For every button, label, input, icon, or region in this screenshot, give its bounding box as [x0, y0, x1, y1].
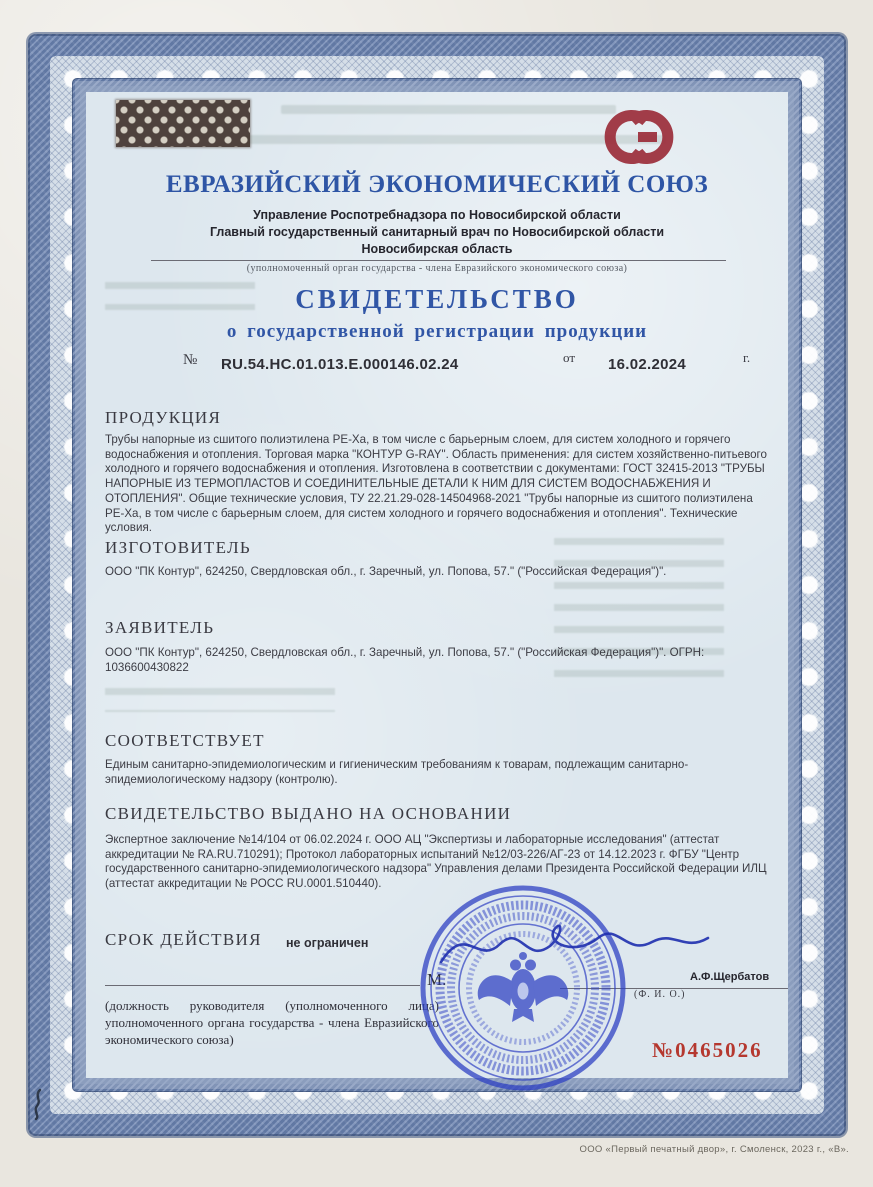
year-label: г.: [743, 350, 751, 365]
section-manufacturer-text: ООО "ПК Контур", 624250, Свердловская обл., г. Заречный, ул. Попова, 57." ("Российская Федерация")".: [105, 565, 667, 578]
section-conformity-text: Единым санитарно-эпидемиологическим и гигиеническим требованиям к товарам, подлежащим санитарно-эпидемиологическому надзору (контролю).: [105, 758, 689, 786]
certificate-number: RU.54.HC.01.013.E.000146.02.24: [221, 356, 459, 373]
number-label: №: [183, 352, 198, 368]
blank-serial-number: №0465026: [652, 1038, 763, 1062]
printer-footer: ООО «Первый печатный двор», г. Смоленск, 2023 г., «В».: [579, 1144, 849, 1155]
section-manufacturer-heading: ИЗГОТОВИТЕЛЬ: [105, 538, 251, 557]
section-applicant-heading: ЗАЯВИТЕЛЬ: [105, 618, 215, 637]
certificate-date: 16.02.2024: [608, 356, 687, 373]
authority-note: (уполномоченный орган государства - члена Евразийского экономического союза): [246, 263, 628, 274]
authority-line-3: Новосибирская область: [361, 242, 513, 256]
certificate-sheet: [86, 92, 788, 1078]
section-applicant-text: ООО "ПК Контур", 624250, Свердловская обл., г. Заречный, ул. Попова, 57." ("Российская Федерация")". ОГРН: 1036600430822: [105, 646, 705, 674]
union-title: ЕВРАЗИЙСКИЙ ЭКОНОМИЧЕСКИЙ СОЮЗ: [165, 171, 709, 198]
authority-underline: [151, 260, 726, 261]
guilloche-frame: [28, 34, 846, 1136]
signatory-name: А.Ф.Щербатов: [690, 971, 770, 983]
section-basis-heading: СВИДЕТЕЛЬСТВО ВЫДАНО НА ОСНОВАНИИ: [105, 804, 512, 823]
certificate-subtitle: о государственной регистрации продукции: [226, 321, 648, 342]
certificate-title: СВИДЕТЕЛЬСТВО: [295, 284, 579, 314]
section-conformity-heading: СООТВЕТСТВУЕТ: [105, 731, 265, 750]
handwritten-signature: [426, 904, 726, 984]
section-product-heading: ПРОДУКЦИЯ: [105, 408, 222, 427]
section-product-text: Трубы напорные из сшитого полиэтилена PE-Xa, в том числе с барьерным слоем, для систем холодного и горячего водоснабжения и отопления. Торговая марка "КОНТУР G-RAY". Область применения: для систем хозяйственно-питьевого холодного и горячего водоснабжения и отопления. Изготовлена в соответствии с документами: ГОСТ 32415-2013 "ТРУБЫ НАПОРНЫЕ ИЗ ТЕРМОПЛАСТОВ И СОЕДИНИТЕЛЬНЫЕ ДЕТАЛИ К НИМ ДЛЯ СИСТЕМ ВОДОСНАБЖЕНИЯ И ОТОПЛЕНИЯ". Общие технические условия, ТУ 22.21.29-028-14504968-2021 "Трубы напорные из сшитого полиэтилена PE-Xa, в том числе с барьерным слоем, для систем холодного и горячего водоснабжения и отопления". Технические условия.: [105, 433, 767, 535]
ink-mark: [28, 1086, 50, 1122]
fio-note: (Ф. И. О.): [634, 989, 686, 1000]
signature-line-left: [105, 985, 420, 986]
se-logo-icon: [591, 106, 685, 168]
date-label: от: [563, 350, 576, 365]
section-validity-heading: СРОК ДЕЙСТВИЯ: [105, 930, 262, 949]
authority-line-1: Управление Роспотребнадзора по Новосибирской области: [253, 208, 621, 222]
section-basis-text: Экспертное заключение №14/104 от 06.02.2024 г. ООО АЦ "Экспертизы и лабораторные исследования" (аттестат аккредитации № RA.RU.710291); Протокол лабораторных испытаний №12/03-226/АГ-23 от 14.12.2023 г. ФГБУ "Центр государственного санитарно-эпидемиологического надзора" Управления делами Президента Российской Федерации ИЛЦ (аттестат аккредитации № РОСС RU.0001.510440).: [105, 833, 767, 891]
bleed-through-text: [281, 105, 616, 114]
validity-value: не ограничен: [286, 936, 369, 950]
authority-line-2: Главный государственный санитарный врач по Новосибирской области: [209, 225, 665, 239]
bleed-through-text: [105, 688, 335, 712]
signatory-position-note: (должность руководителя (уполномоченного лица) уполномоченного органа государства - члена Евразийского экономического союза): [105, 998, 439, 1047]
security-ornament-block: [116, 100, 250, 147]
stamp-place-mark: М.: [427, 970, 447, 989]
